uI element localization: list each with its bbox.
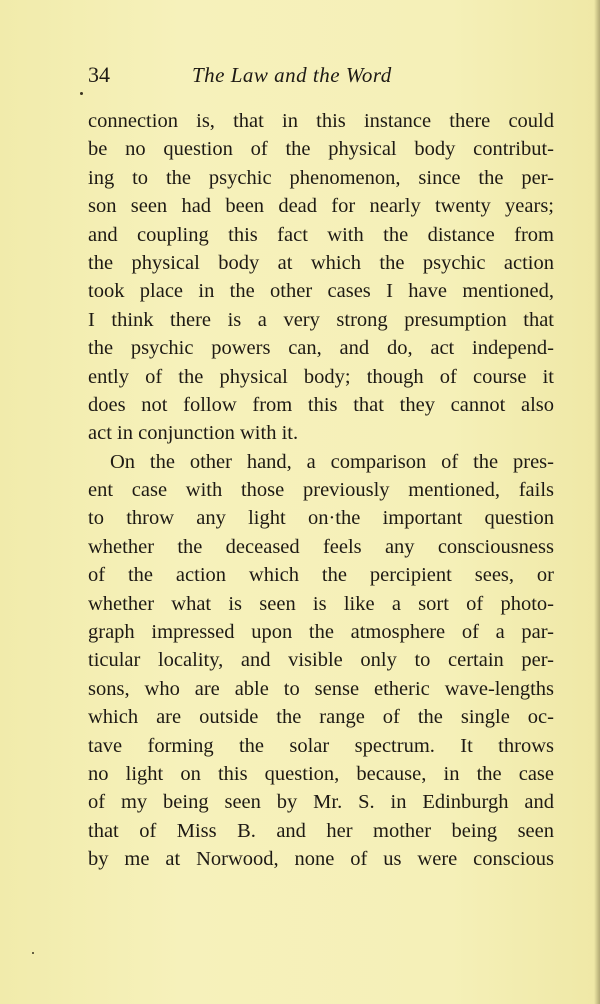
text-line: connection is, that in this instance there could: [88, 110, 554, 132]
text-line: no light on this question, because, in the case: [88, 762, 554, 785]
text-line: I think there is a very strong presumption that: [88, 308, 554, 331]
text-line: sons, who are able to sense etheric wave-lengths: [88, 677, 554, 700]
text-line: whether what is seen is like a sort of photo-: [88, 592, 554, 615]
text-line: that of Miss B. and her mother being seen: [88, 819, 554, 842]
text-line: the physical body at which the psychic action: [88, 251, 554, 274]
text-line: whether the deceased feels any consciousness: [88, 535, 554, 558]
text-line: ing to the psychic phenomenon, since the per-: [88, 166, 554, 189]
text-line: On the other hand, a comparison of the pres-: [110, 450, 554, 473]
text-line: act in conjunction with it.: [88, 422, 299, 445]
text-line: the psychic powers can, and do, act independ-: [88, 337, 554, 360]
text-line: does not follow from this that they cannot also: [88, 393, 554, 416]
running-title: The Law and the Word: [192, 63, 392, 87]
body-text: [88, 107, 554, 874]
text-line: took place in the other cases I have mentioned,: [88, 280, 554, 303]
page-number: 34: [88, 62, 110, 87]
text-line: tave forming the solar spectrum. It throws: [88, 734, 554, 757]
running-header: [88, 58, 554, 92]
ink-speck: [32, 952, 34, 954]
page-edge-shadow: [594, 0, 600, 1004]
text-line: ticular locality, and visible only to certain per-: [88, 649, 554, 672]
text-line: by me at Norwood, none of us were conscious: [88, 848, 554, 871]
paragraph: [88, 107, 554, 448]
text-line: ently of the physical body; though of course it: [88, 365, 554, 388]
text-line: of my being seen by Mr. S. in Edinburgh and: [88, 791, 554, 814]
text-line: of the action which the percipient sees, or: [88, 564, 554, 587]
text-line: and coupling this fact with the distance from: [88, 223, 554, 246]
text-line: to throw any light on·the important question: [88, 507, 554, 530]
paragraph: [88, 448, 554, 874]
text-line: ent case with those previously mentioned, fails: [88, 479, 554, 502]
text-line: son seen had been dead for nearly twenty years;: [88, 195, 554, 218]
text-line: be no question of the physical body contribut-: [88, 138, 554, 161]
text-line: graph impressed upon the atmosphere of a par-: [88, 621, 554, 644]
ink-speck: [80, 92, 83, 95]
text-line: which are outside the range of the single oc-: [88, 706, 554, 729]
